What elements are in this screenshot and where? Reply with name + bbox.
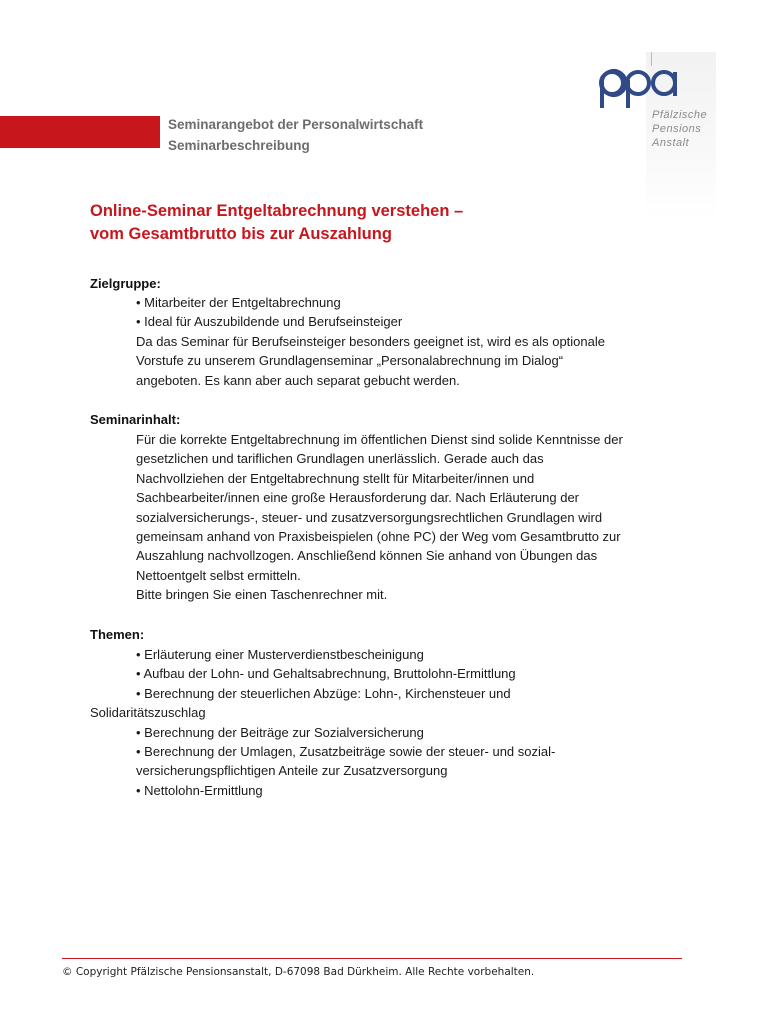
seminarinhalt-line: sozialversicherungs-, steuer- und zusatzversorgungsrechtlichen Grundlagen wird bbox=[136, 509, 603, 525]
seminar-title bbox=[90, 200, 463, 246]
zielgruppe-line: • Mitarbeiter der Entgeltabrechnung bbox=[136, 295, 341, 310]
zielgruppe-line: Vorstufe zu unserem Grundlagenseminar „Personalabrechnung im Dialog“ bbox=[136, 353, 564, 369]
themen-list-item-continuation: Solidaritätszuschlag bbox=[90, 705, 206, 721]
title-line-1: Online-Seminar Entgeltabrechnung verstehen – bbox=[90, 202, 464, 220]
themen-list-item: • Berechnung der steuerlichen Abzüge: Lohn-, Kirchensteuer und bbox=[136, 685, 511, 701]
ppa-logo-mark bbox=[598, 66, 678, 110]
seminarinhalt-heading: Seminarinhalt: bbox=[90, 412, 181, 427]
logo-wordmark bbox=[652, 108, 707, 150]
seminarinhalt-body bbox=[136, 430, 623, 605]
seminarinhalt-line: Auszahlung nachvollzogen. Anschließend können Sie anhand von Übungen das bbox=[136, 548, 598, 564]
logo-text-line-1: Pfälzische bbox=[652, 109, 708, 121]
themen-list-item: • Aufbau der Lohn- und Gehaltsabrechnung, Bruttolohn-Ermittlung bbox=[136, 666, 516, 682]
footer-divider bbox=[62, 958, 682, 959]
logo-divider bbox=[651, 52, 652, 66]
zielgruppe-heading: Zielgruppe: bbox=[90, 276, 161, 291]
seminarinhalt-line: gemeinsam anhand von Praxisbeispielen (ohne PC) der Weg vom Gesamtbrutto zur bbox=[136, 529, 621, 545]
seminarinhalt-line: Für die korrekte Entgeltabrechnung im öffentlichen Dienst sind solide Kenntnisse der bbox=[136, 432, 623, 447]
seminarinhalt-line: Bitte bringen Sie einen Taschenrechner mit. bbox=[136, 587, 388, 603]
header-line-1: Seminarangebot der Personalwirtschaft bbox=[168, 117, 424, 132]
logo-text-line-3: Anstalt bbox=[652, 137, 690, 149]
zielgruppe-line: Da das Seminar für Berufseinsteiger besonders geeignet ist, wird es als optionale bbox=[136, 333, 605, 349]
themen-list-item: • Nettolohn-Ermittlung bbox=[136, 782, 263, 798]
themen-list-item-continuation: versicherungspflichtigen Anteile zur Zusatzversorgung bbox=[136, 763, 448, 779]
zielgruppe-line: angeboten. Es kann aber auch separat gebucht werden. bbox=[136, 372, 460, 388]
copyright-footer: © Copyright Pfälzische Pensionsanstalt, D-67098 Bad Dürkheim. Alle Rechte vorbehalten. bbox=[62, 966, 535, 978]
themen-list-item: • Berechnung der Umlagen, Zusatzbeiträge sowie der steuer- und sozial- bbox=[136, 744, 556, 760]
themen-list-item: • Erläuterung einer Musterverdienstbescheinigung bbox=[136, 647, 424, 662]
seminarinhalt-line: gesetzlichen und tariflichen Grundlagen unerlässlich. Gerade auch das bbox=[136, 451, 544, 467]
zielgruppe-body bbox=[136, 293, 605, 390]
themen-heading: Themen: bbox=[90, 627, 145, 642]
zielgruppe-line: • Ideal für Auszubildende und Berufseinsteiger bbox=[136, 314, 403, 330]
title-line-2: vom Gesamtbrutto bis zur Auszahlung bbox=[90, 225, 392, 243]
header-accent-bar bbox=[0, 116, 160, 148]
themen-body bbox=[90, 645, 556, 800]
header-line-2: Seminarbeschreibung bbox=[168, 138, 310, 153]
document-header bbox=[168, 114, 423, 156]
logo-text-line-2: Pensions bbox=[652, 123, 702, 135]
seminarinhalt-line: Nachvollziehen der Entgeltabrechnung stellt für Mitarbeiter/innen und bbox=[136, 470, 535, 486]
seminarinhalt-line: Nettoentgelt selbst ermitteln. bbox=[136, 567, 301, 583]
seminarinhalt-line: Sachbearbeiter/innen eine große Herausforderung dar. Nach Erläuterung der bbox=[136, 490, 579, 506]
themen-list-item: • Berechnung der Beiträge zur Sozialversicherung bbox=[136, 724, 424, 740]
